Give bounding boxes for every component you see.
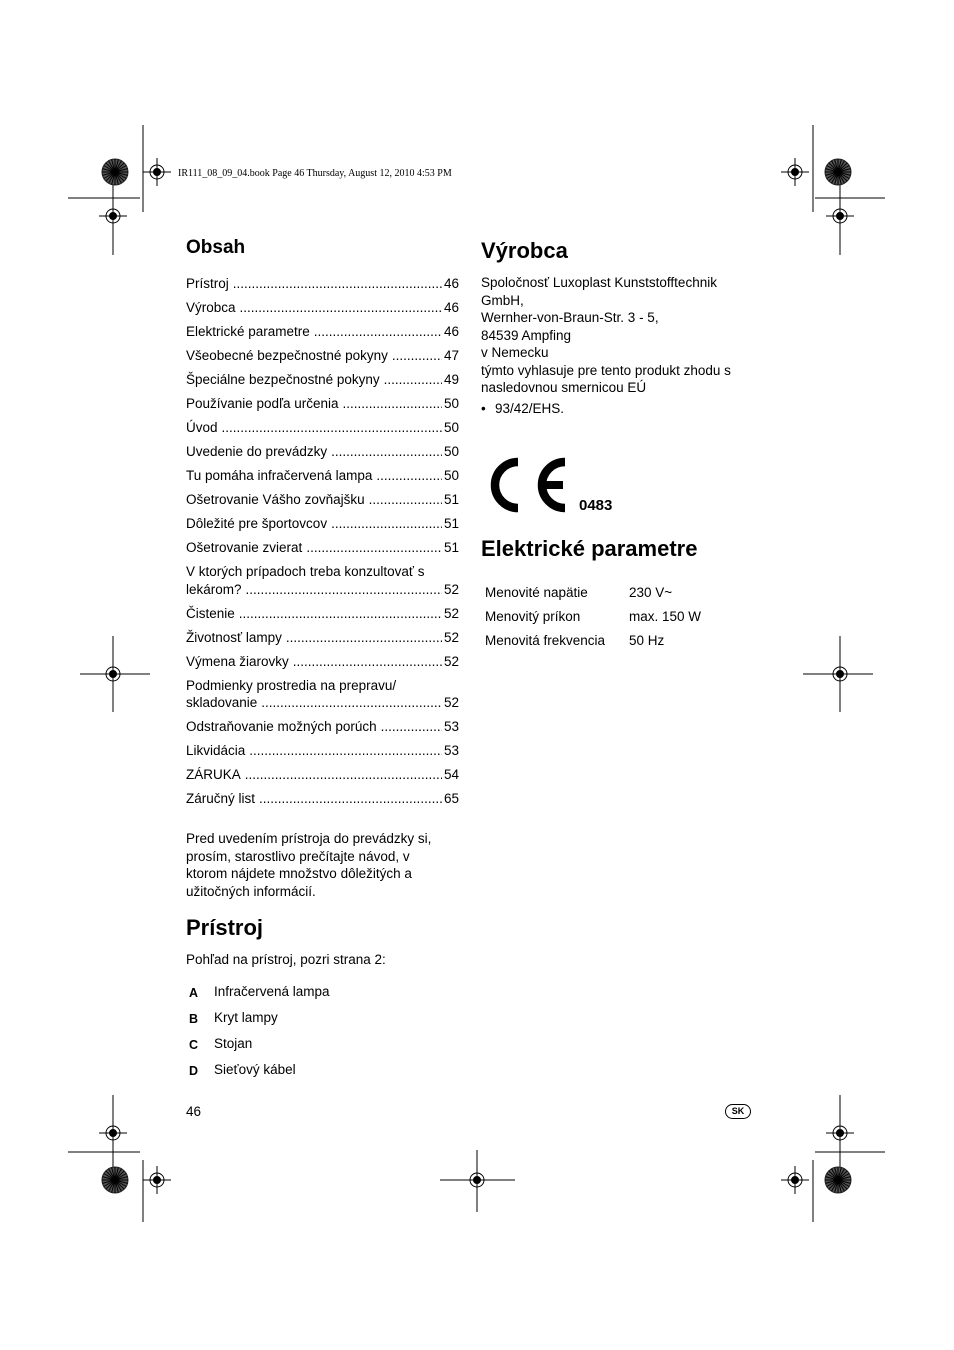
toc-entry-title-cont: lekárom? [186, 581, 242, 597]
toc-entry-page: 46 [443, 324, 459, 339]
address-line: v Nemecku [481, 345, 549, 360]
toc-entry-title: Uvedenie do prevádzky [186, 444, 328, 459]
toc-entry [186, 323, 459, 341]
toc-leader-dots [331, 515, 442, 533]
address-line: GmbH, [481, 292, 524, 308]
part-label: Stojan [214, 1036, 253, 1051]
ce-mark-icon [484, 452, 574, 518]
toc-entry-page: 51 [443, 540, 459, 555]
toc-entry [186, 395, 459, 413]
param-value: max. 150 W [629, 609, 702, 624]
table-row [485, 584, 701, 602]
toc-leader-dots [239, 605, 442, 623]
toc-entry [186, 491, 459, 509]
part-letter: D [189, 1064, 199, 1078]
directive-text: 93/42/EHS. [495, 400, 565, 416]
toc-entry-title: Tu pomáha infračervená lampa [186, 468, 373, 483]
toc-leader-dots [222, 419, 442, 437]
toc-entry [186, 629, 459, 647]
page-number: 46 [186, 1104, 202, 1119]
toc-leader-dots [343, 395, 442, 413]
toc-entry-title: Prístroj [186, 276, 229, 291]
toc-entry [186, 677, 459, 712]
pristroj-heading: Prístroj [186, 915, 264, 940]
toc-entry [186, 299, 459, 317]
list-item [186, 983, 330, 1003]
parts-list [186, 983, 330, 1087]
toc-leader-dots [246, 581, 442, 599]
bullet-icon: • [481, 400, 486, 416]
toc-entry-title: Všeobecné bezpečnostné pokyny [186, 348, 388, 363]
toc-entry [186, 790, 459, 808]
pristroj-text: Pohľad na prístroj, pozri strana 2: [186, 952, 386, 967]
toc-entry [186, 742, 459, 760]
list-item [186, 1009, 330, 1029]
toc-leader-dots [233, 275, 442, 293]
toc-entry [186, 653, 459, 671]
toc-entry-title: Čistenie [186, 605, 235, 621]
toc-entry-title: ZÁRUKA [186, 767, 241, 782]
toc-entry-page: 52 [443, 629, 459, 645]
list-item [186, 1035, 330, 1055]
toc-leader-dots [261, 694, 442, 712]
toc-entry-title: Záručný list [186, 791, 256, 806]
toc-entry [186, 347, 459, 365]
address-line: týmto vyhlasuje pre tento produkt zhodu s [481, 362, 731, 378]
toc-entry [186, 718, 459, 736]
toc-entry-page: 50 [443, 468, 459, 483]
toc-entry-title: Ošetrovanie zvierat [186, 540, 303, 555]
address-line: Wernher-von-Braun-Str. 3 - 5, [481, 310, 659, 325]
vyrobca-heading: Výrobca [481, 238, 568, 263]
part-label: Sieťový kábel [214, 1062, 296, 1077]
address-line: 84539 Ampfing [481, 327, 572, 343]
part-letter: C [189, 1038, 199, 1052]
toc-leader-dots [381, 718, 442, 736]
toc-entry-title: Používanie podľa určenia [186, 396, 339, 411]
intro-paragraph [186, 830, 476, 900]
toc-entry-title: Odstraňovanie možných porúch [186, 719, 377, 734]
toc-entry [186, 605, 459, 623]
toc-entry-title: Elektrické parametre [186, 324, 310, 339]
toc-entry-title: Podmienky prostredia na prepravu/ [186, 677, 397, 693]
table-row [485, 608, 701, 626]
toc-entry-page: 53 [443, 743, 459, 758]
part-label: Kryt lampy [214, 1010, 278, 1025]
toc-leader-dots [293, 653, 442, 671]
toc-entry-page: 46 [443, 276, 459, 291]
toc-entry-title: Výmena žiarovky [186, 653, 289, 669]
toc-entry-page: 65 [443, 791, 459, 806]
toc-entry-title: Dôležité pre športovcov [186, 516, 328, 531]
part-letter: B [189, 1012, 199, 1026]
print-info-line: IR111_08_09_04.book Page 46 Thursday, August 12, 2010 4:53 PM [178, 168, 452, 179]
toc-entry-title: V ktorých prípadoch treba konzultovať s [186, 564, 425, 579]
toc-entry-page: 52 [443, 581, 459, 597]
toc-entry-page: 54 [443, 767, 459, 782]
toc-entry-page: 53 [443, 719, 459, 734]
toc-entry-page: 52 [443, 653, 459, 669]
toc-entry-page: 51 [443, 516, 459, 531]
toc-leader-dots [331, 443, 442, 461]
toc-entry-title: Likvidácia [186, 743, 246, 758]
part-label: Infračervená lampa [214, 984, 330, 999]
toc-entry [186, 371, 459, 389]
toc-entry [186, 766, 459, 784]
toc-entry [186, 539, 459, 557]
toc-leader-dots [259, 790, 442, 808]
toc-entry-title: Životnosť lampy [186, 629, 282, 645]
toc-leader-dots [392, 347, 442, 365]
table-of-contents [186, 275, 459, 814]
parametre-heading: Elektrické parametre [481, 536, 698, 561]
ce-number: 0483 [579, 497, 613, 514]
toc-leader-dots [306, 539, 442, 557]
toc-entry-page: 50 [443, 396, 459, 411]
toc-leader-dots [249, 742, 442, 760]
toc-entry [186, 515, 459, 533]
intro-line: ktorom nájdete množstvo dôležitých a [186, 866, 412, 881]
toc-entry-title-cont: skladovanie [186, 695, 258, 710]
toc-heading: Obsah [186, 237, 246, 258]
toc-entry-title: Špeciálne bezpečnostné pokyny [186, 372, 380, 387]
vyrobca-address [481, 274, 771, 417]
intro-line: užitočných informácií. [186, 883, 316, 899]
toc-entry [186, 275, 459, 293]
parameters-table [485, 584, 701, 656]
toc-leader-dots [376, 467, 442, 485]
directive-bullet [481, 400, 771, 418]
toc-leader-dots [314, 323, 442, 341]
table-row [485, 632, 701, 650]
param-label: Menovitá frekvencia [485, 633, 606, 648]
list-item [186, 1061, 330, 1081]
language-badge: SK [725, 1104, 751, 1119]
address-line: nasledovnou smernicou EÚ [481, 380, 647, 395]
toc-entry-title: Ošetrovanie Vášho zovňajšku [186, 492, 365, 507]
param-label: Menovitý príkon [485, 609, 581, 624]
toc-entry-page: 50 [443, 420, 459, 435]
intro-line: Pred uvedením prístroja do prevádzky si, [186, 831, 432, 846]
toc-leader-dots [240, 299, 442, 317]
toc-leader-dots [245, 766, 442, 784]
toc-entry-page: 46 [443, 300, 459, 315]
toc-entry [186, 443, 459, 461]
toc-leader-dots [369, 491, 442, 509]
param-value: 230 V~ [629, 585, 673, 600]
toc-entry-page: 52 [443, 605, 459, 621]
toc-entry [186, 467, 459, 485]
toc-entry [186, 563, 459, 598]
toc-leader-dots [384, 371, 442, 389]
address-line: Spoločnosť Luxoplast Kunststofftechnik [481, 275, 717, 290]
toc-entry-page: 49 [443, 372, 459, 387]
toc-entry-title: Výrobca [186, 300, 236, 315]
toc-entry-page: 47 [443, 348, 459, 363]
toc-entry-page: 50 [443, 444, 459, 459]
intro-line: prosím, starostlivo prečítajte návod, v [186, 848, 410, 864]
toc-entry-page: 51 [443, 492, 459, 507]
toc-entry-page: 52 [443, 695, 459, 710]
toc-entry-title: Úvod [186, 420, 218, 435]
toc-leader-dots [286, 629, 442, 647]
param-value: 50 Hz [629, 633, 665, 648]
part-letter: A [189, 986, 199, 1000]
toc-entry [186, 419, 459, 437]
param-label: Menovité napätie [485, 585, 588, 600]
